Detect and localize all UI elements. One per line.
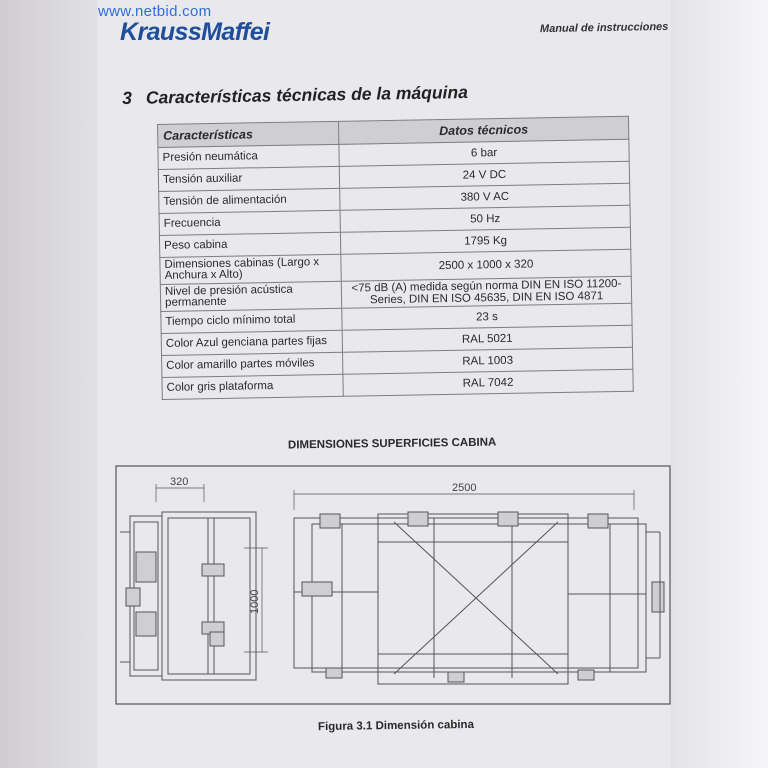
row-label: Tensión de alimentación bbox=[159, 188, 340, 213]
row-label: Dimensiones cabinas (Largo x Anchura x Alto) bbox=[160, 254, 341, 284]
front-view bbox=[294, 490, 664, 684]
cabin-drawing bbox=[112, 462, 674, 710]
row-value: <75 dB (A) medida según norma DIN EN ISO 11200-Series, DIN EN ISO 45635, DIN EN ISO 4871 bbox=[341, 276, 631, 308]
row-value: 2500 x 1000 x 320 bbox=[341, 249, 631, 281]
row-value: 50 Hz bbox=[340, 205, 630, 232]
dim-height-label: 1000 bbox=[249, 589, 261, 614]
manual-label: Manual de instrucciones bbox=[539, 20, 669, 36]
dim-width-label: 320 bbox=[170, 476, 189, 488]
side-view bbox=[120, 484, 268, 680]
row-value: RAL 7042 bbox=[343, 369, 633, 396]
row-label: Presión neumática bbox=[158, 144, 339, 169]
row-label: Tiempo ciclo mínimo total bbox=[161, 308, 342, 333]
section-title: Características técnicas de la máquina bbox=[145, 81, 468, 108]
watermark-url: www.netbid.com bbox=[98, 3, 212, 20]
row-value: 380 V AC bbox=[340, 183, 630, 210]
figure-label: Figura 3.1 bbox=[317, 720, 373, 734]
diagram-title: DIMENSIONES SUPERFICIES CABINA bbox=[287, 436, 497, 452]
row-label: Nivel de presión acústica permanente bbox=[160, 281, 341, 311]
dim-length-label: 2500 bbox=[452, 482, 477, 494]
row-label: Color gris plataforma bbox=[162, 374, 343, 399]
spec-table bbox=[157, 116, 634, 400]
row-label: Color Azul genciana partes fijas bbox=[161, 330, 342, 355]
col-header-data: Datos técnicos bbox=[338, 116, 628, 144]
row-value: RAL 5021 bbox=[342, 325, 632, 352]
row-label: Tensión auxiliar bbox=[158, 166, 339, 191]
figure-text: Dimensión cabina bbox=[375, 718, 475, 733]
page-edge-right bbox=[670, 0, 768, 768]
row-value: 6 bar bbox=[339, 139, 629, 166]
row-label: Frecuencia bbox=[159, 210, 340, 235]
row-value: 24 V DC bbox=[339, 161, 629, 188]
row-label: Color amarillo partes móviles bbox=[162, 352, 343, 377]
row-label: Peso cabina bbox=[159, 232, 340, 257]
row-value: 1795 Kg bbox=[340, 227, 630, 254]
brand-logo: KraussMaffei bbox=[120, 18, 270, 46]
figure-caption bbox=[318, 719, 474, 733]
col-header-features: Características bbox=[158, 121, 339, 147]
section-number: 3 bbox=[122, 87, 133, 108]
page-edge-left bbox=[0, 0, 98, 768]
row-value: RAL 1003 bbox=[343, 347, 633, 374]
row-value: 23 s bbox=[342, 303, 632, 330]
